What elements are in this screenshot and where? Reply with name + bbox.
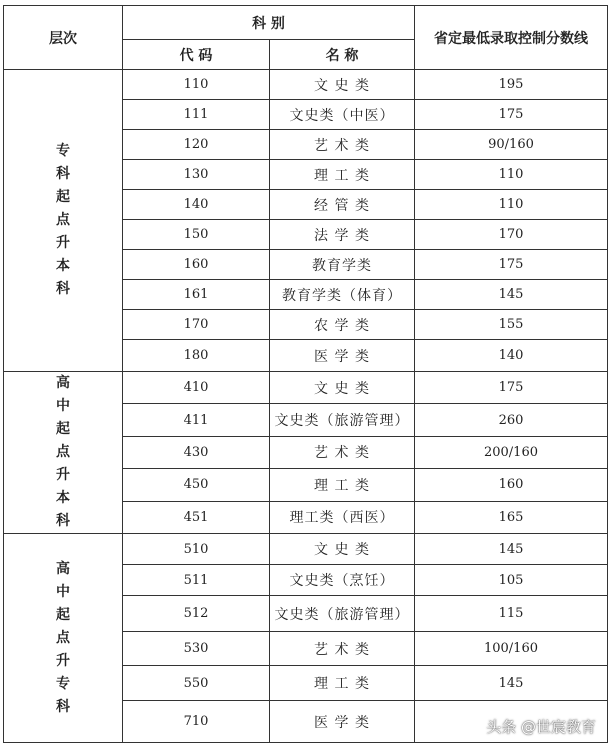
name-cell: 理 工 类 (270, 666, 415, 701)
header-code: 代 码 (123, 40, 270, 70)
code-cell: 511 (123, 565, 270, 596)
header-level: 层次 (4, 6, 123, 70)
code-cell: 710 (123, 701, 270, 743)
level-label: 高中起点升专科 (56, 560, 70, 715)
code-cell: 411 (123, 404, 270, 436)
name-cell: 文 史 类 (270, 372, 415, 404)
watermark: 头条 @世宸教育 (486, 718, 596, 736)
code-cell: 110 (123, 70, 270, 100)
code-cell: 510 (123, 534, 270, 565)
name-cell: 艺 术 类 (270, 632, 415, 666)
name-cell: 法 学 类 (270, 220, 415, 250)
header-subject: 科 别 (123, 6, 415, 40)
score-cell: 110 (415, 190, 608, 220)
code-cell: 451 (123, 501, 270, 533)
score-cell: 145 (415, 534, 608, 565)
name-cell: 文史类（旅游管理） (270, 596, 415, 632)
score-cell: 175 (415, 100, 608, 130)
score-cell: 90/160 (415, 130, 608, 160)
score-cell: 170 (415, 220, 608, 250)
code-cell: 170 (123, 310, 270, 340)
level-label: 高中起点升本科 (56, 375, 70, 529)
code-cell: 140 (123, 190, 270, 220)
level-cell (4, 70, 123, 372)
name-cell: 艺 术 类 (270, 436, 415, 468)
score-cell: 155 (415, 310, 608, 340)
name-cell: 文 史 类 (270, 70, 415, 100)
score-cell: 145 (415, 280, 608, 310)
code-cell: 180 (123, 340, 270, 372)
code-cell: 530 (123, 632, 270, 666)
code-cell: 512 (123, 596, 270, 632)
score-cell: 200/160 (415, 436, 608, 468)
level-cell (4, 534, 123, 743)
name-cell: 理 工 类 (270, 160, 415, 190)
code-cell: 150 (123, 220, 270, 250)
name-cell: 艺 术 类 (270, 130, 415, 160)
name-cell: 文史类（旅游管理） (270, 404, 415, 436)
name-cell: 文史类（烹饪） (270, 565, 415, 596)
name-cell: 教育学类 (270, 250, 415, 280)
code-cell: 160 (123, 250, 270, 280)
code-cell: 450 (123, 469, 270, 501)
score-cell: 100/160 (415, 632, 608, 666)
score-cell: 110 (415, 160, 608, 190)
score-cell: 105 (415, 565, 608, 596)
table-row (4, 70, 608, 100)
score-cell: 165 (415, 501, 608, 533)
code-cell: 111 (123, 100, 270, 130)
code-cell: 120 (123, 130, 270, 160)
table-row (4, 534, 608, 565)
code-cell: 550 (123, 666, 270, 701)
code-cell: 161 (123, 280, 270, 310)
score-cell: 175 (415, 372, 608, 404)
name-cell: 文史类（中医） (270, 100, 415, 130)
level-label: 专科起点升本科 (56, 143, 70, 297)
name-cell: 理 工 类 (270, 469, 415, 501)
table-row (4, 372, 608, 404)
code-cell: 430 (123, 436, 270, 468)
name-cell: 文 史 类 (270, 534, 415, 565)
header-name: 名 称 (270, 40, 415, 70)
score-cell: 145 (415, 666, 608, 701)
header-score: 省定最低录取控制分数线 (415, 6, 608, 70)
name-cell: 医 学 类 (270, 340, 415, 372)
name-cell: 农 学 类 (270, 310, 415, 340)
name-cell: 理工类（西医） (270, 501, 415, 533)
score-table (3, 5, 608, 743)
code-cell: 410 (123, 372, 270, 404)
score-cell: 260 (415, 404, 608, 436)
score-cell: 195 (415, 70, 608, 100)
score-cell: 140 (415, 340, 608, 372)
score-cell: 160 (415, 469, 608, 501)
score-cell: 175 (415, 250, 608, 280)
name-cell: 经 管 类 (270, 190, 415, 220)
code-cell: 130 (123, 160, 270, 190)
table-body (4, 70, 608, 743)
name-cell: 教育学类（体育） (270, 280, 415, 310)
score-cell: 115 (415, 596, 608, 632)
name-cell: 医 学 类 (270, 701, 415, 743)
level-cell (4, 372, 123, 534)
